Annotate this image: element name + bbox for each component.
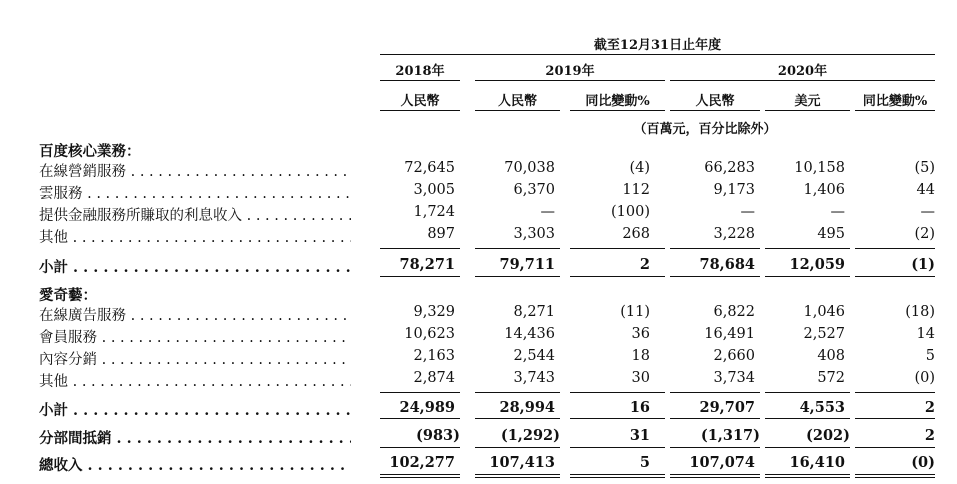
sum-rule [380, 248, 460, 249]
sum-rule [380, 276, 460, 277]
cell-rmb-2020: 3,228 [713, 226, 755, 242]
year-2020: 2020年 [777, 64, 828, 79]
cell-rmb-2019: 79,711 [499, 256, 555, 273]
sum-rule [570, 447, 665, 448]
cell-yoy-2019: 36 [631, 326, 650, 342]
cell-yoy-2020: 44 [916, 182, 935, 198]
row-label: 內容分銷 . . . [39, 348, 351, 369]
row-label: 其他 . . . [39, 226, 351, 247]
sum-rule [765, 418, 850, 419]
cell-rmb-2018: 24,989 [399, 399, 455, 416]
cell-yoy-2019: 30 [631, 370, 650, 386]
section-title-iqiyi: 愛奇藝： [39, 287, 97, 304]
total-double-rule [475, 474, 560, 475]
cell-yoy-2020: (2) [914, 226, 935, 242]
sum-rule [765, 392, 850, 393]
cell-rmb-2018: 2,874 [413, 370, 455, 386]
sum-rule [570, 248, 665, 249]
sum-rule [475, 276, 560, 277]
cell-usd-2020: 572 [817, 370, 845, 386]
year-2019: 2019年 [545, 64, 595, 79]
cell-usd-2020: 1,406 [803, 182, 845, 198]
cell-rmb-2020: 66,283 [704, 160, 755, 176]
cell-yoy-2020: 2 [924, 399, 935, 416]
cell-usd-2020: 495 [817, 226, 845, 242]
sum-rule [570, 276, 665, 277]
sum-rule [475, 248, 560, 249]
cell-yoy-2019: 112 [622, 182, 650, 198]
cell-rmb-2018: 9,329 [413, 304, 455, 320]
cell-rmb-2020: 16,491 [704, 326, 755, 342]
year-rule-2018 [380, 80, 460, 81]
cell-usd-2020: 16,410 [789, 454, 845, 471]
cell-rmb-2020: 9,173 [713, 182, 755, 198]
total-double-rule [765, 474, 850, 475]
cell-rmb-2020: 29,707 [699, 399, 755, 416]
total-double-rule [855, 474, 935, 475]
sum-rule [570, 418, 665, 419]
cell-rmb-2019: 3,743 [513, 370, 555, 386]
cell-rmb-2020: 78,684 [699, 256, 755, 273]
cell-yoy-2020: (1) [911, 256, 935, 273]
col-rule [570, 110, 665, 111]
total-double-rule [855, 477, 935, 478]
cell-rmb-2020: 6,822 [713, 304, 755, 320]
unit-note: （百萬元，百分比除外） [633, 122, 777, 137]
total-double-rule [670, 477, 760, 478]
col-header-yoy-2019: 同比變動% [585, 94, 650, 109]
col-header-rmb-2018: 人民幣 [400, 94, 440, 109]
cell-rmb-2019: 2,544 [513, 348, 555, 364]
total-double-rule [570, 477, 665, 478]
year-rule-2019 [475, 80, 665, 81]
sum-rule [670, 418, 760, 419]
cell-yoy-2020: (0) [911, 454, 935, 471]
sum-rule [855, 248, 935, 249]
col-rule [855, 110, 935, 111]
sum-rule [380, 418, 460, 419]
sum-rule [380, 447, 460, 448]
row-label: 雲服務 . . . [39, 182, 351, 203]
row-label: 分部間抵銷 . . . [39, 427, 351, 448]
row-label: 在線營銷服務 . . . [39, 160, 351, 181]
cell-yoy-2019: 16 [629, 399, 650, 416]
sum-rule [765, 276, 850, 277]
cell-rmb-2020: 3,734 [713, 370, 755, 386]
sum-rule [670, 392, 760, 393]
cell-rmb-2019: 6,370 [513, 182, 555, 198]
sum-rule [765, 447, 850, 448]
cell-usd-2020: — [830, 204, 845, 220]
cell-usd-2020: 2,527 [803, 326, 845, 342]
col-rule [765, 110, 850, 111]
col-header-yoy-2020: 同比變動% [862, 94, 928, 109]
total-double-rule [570, 474, 665, 475]
col-rule [475, 110, 560, 111]
cell-yoy-2020: (0) [914, 370, 935, 386]
sum-rule [855, 418, 935, 419]
cell-yoy-2020: — [920, 204, 935, 220]
cell-yoy-2020: 2 [924, 427, 935, 444]
cell-rmb-2019: (1,292) [500, 427, 560, 444]
cell-yoy-2020: (5) [914, 160, 935, 176]
cell-yoy-2019: 18 [631, 348, 650, 364]
cell-rmb-2020: 107,074 [689, 454, 755, 471]
cell-yoy-2019: 2 [639, 256, 650, 273]
sum-rule [855, 447, 935, 448]
row-label: 小計 . . . [39, 256, 351, 277]
cell-rmb-2020: (1,317) [700, 427, 760, 444]
year-rule-2020 [670, 80, 935, 81]
sum-rule [570, 392, 665, 393]
section-title-baidu-core: 百度核心業務： [39, 143, 141, 160]
cell-rmb-2019: 3,303 [513, 226, 555, 242]
sum-rule [475, 392, 560, 393]
cell-rmb-2018: (983) [416, 427, 460, 444]
cell-yoy-2019: 5 [639, 454, 650, 471]
period-header: 截至12月31日止年度 [593, 38, 722, 53]
total-double-rule [380, 474, 460, 475]
cell-yoy-2019: 268 [622, 226, 650, 242]
total-double-rule [475, 477, 560, 478]
cell-rmb-2019: 28,994 [499, 399, 555, 416]
cell-rmb-2018: 897 [427, 226, 455, 242]
year-2018: 2018年 [395, 64, 445, 79]
header-rule [380, 54, 935, 55]
cell-usd-2020: 12,059 [789, 256, 845, 273]
cell-rmb-2018: 72,645 [404, 160, 455, 176]
cell-yoy-2019: (4) [629, 160, 650, 176]
col-rule [670, 110, 760, 111]
sum-rule [765, 248, 850, 249]
cell-yoy-2020: 5 [925, 348, 935, 364]
cell-rmb-2018: 3,005 [413, 182, 455, 198]
cell-yoy-2020: 14 [916, 326, 935, 342]
cell-usd-2020: 10,158 [794, 160, 845, 176]
cell-rmb-2019: 70,038 [504, 160, 555, 176]
cell-rmb-2020: 2,660 [713, 348, 755, 364]
row-label: 總收入 . . . [39, 454, 351, 475]
cell-yoy-2020: (18) [905, 304, 935, 320]
cell-usd-2020: 4,553 [799, 399, 845, 416]
row-label: 其他 . . . [39, 370, 351, 391]
row-label: 在線廣告服務 . . . [39, 304, 351, 325]
col-header-rmb-2020: 人民幣 [695, 94, 735, 109]
sum-rule [670, 447, 760, 448]
sum-rule [670, 248, 760, 249]
cell-rmb-2019: 14,436 [504, 326, 555, 342]
sum-rule [855, 392, 935, 393]
row-label: 小計 . . . [39, 399, 351, 420]
cell-rmb-2018: 78,271 [399, 256, 455, 273]
cell-rmb-2018: 2,163 [413, 348, 455, 364]
cell-yoy-2019: 31 [629, 427, 650, 444]
col-header-usd-2020: 美元 [794, 94, 821, 109]
row-label: 提供金融服務所賺取的利息收入 . . . [39, 204, 351, 225]
row-label: 會員服務 . . . [39, 326, 351, 347]
cell-yoy-2019: (11) [620, 304, 650, 320]
total-double-rule [765, 477, 850, 478]
cell-usd-2020: 408 [817, 348, 845, 364]
sum-rule [855, 276, 935, 277]
sum-rule [670, 276, 760, 277]
sum-rule [475, 447, 560, 448]
cell-rmb-2020: — [740, 204, 755, 220]
col-header-rmb-2019: 人民幣 [497, 94, 537, 109]
cell-usd-2020: 1,046 [803, 304, 845, 320]
col-rule [380, 110, 460, 111]
cell-rmb-2018: 10,623 [404, 326, 455, 342]
cell-rmb-2019: 107,413 [489, 454, 555, 471]
cell-rmb-2018: 1,724 [413, 204, 455, 220]
cell-rmb-2019: 8,271 [513, 304, 555, 320]
cell-usd-2020: (202) [806, 427, 850, 444]
total-double-rule [670, 474, 760, 475]
sum-rule [475, 418, 560, 419]
sum-rule [380, 392, 460, 393]
cell-rmb-2019: — [540, 204, 555, 220]
cell-yoy-2019: (100) [611, 204, 650, 220]
total-double-rule [380, 477, 460, 478]
cell-rmb-2018: 102,277 [389, 454, 455, 471]
